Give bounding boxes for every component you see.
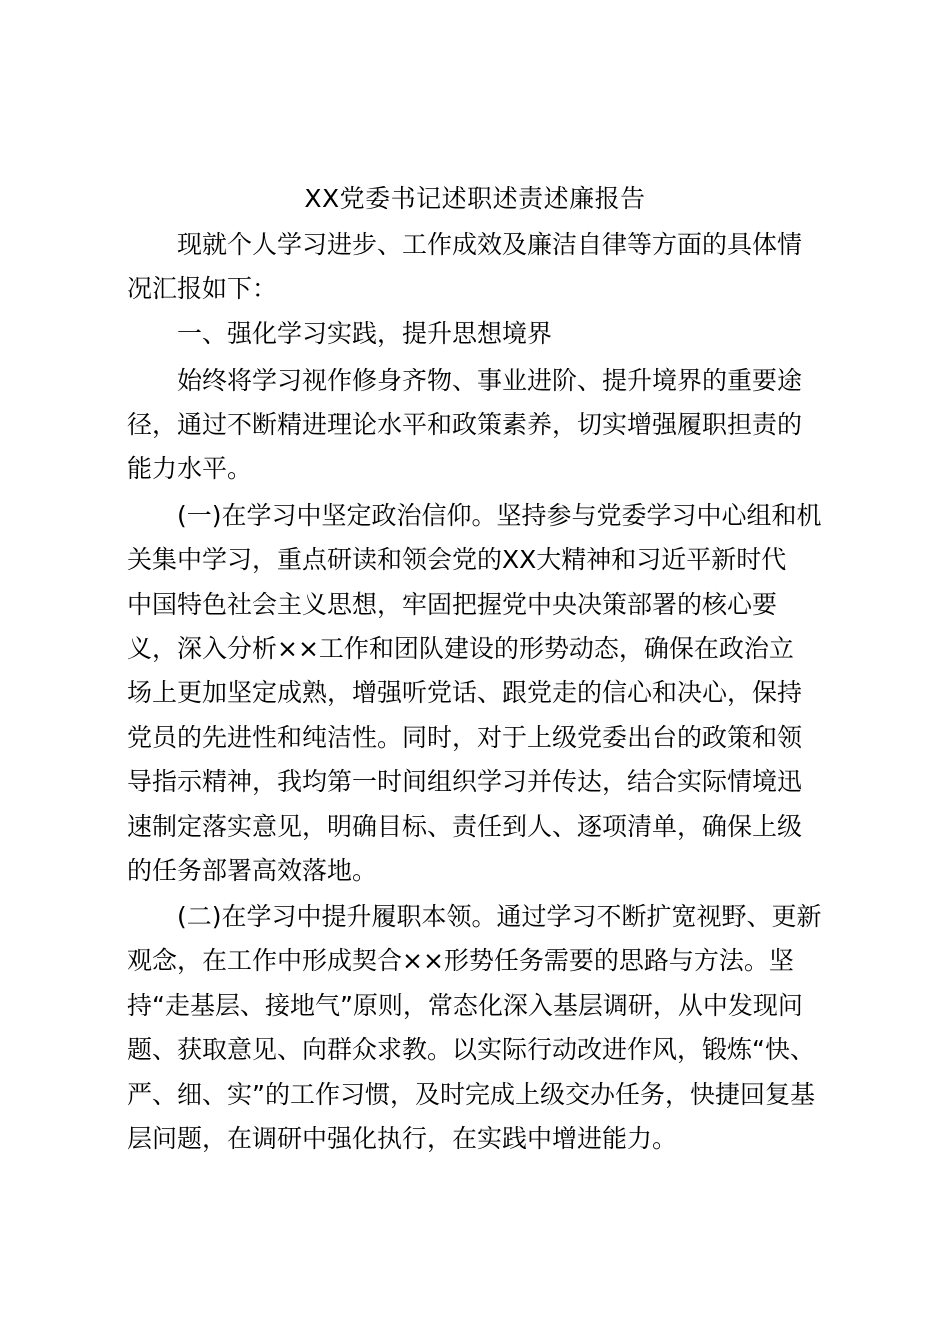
paragraph-line: 径，通过不断精进理论水平和政策素养，切实增强履职担责的 [127,410,803,439]
paragraph-line: 现就个人学习进步、工作成效及廉洁自律等方面的具体情 [177,230,803,259]
paragraph-line: 题、获取意见、向群众求教。以实际行动改进作风，锻炼“快、 [127,1035,815,1064]
paragraph-line: 场上更加坚定成熟，增强听党话、跟党走的信心和决心，保持 [127,678,803,707]
paragraph-line: 况汇报如下： [127,274,278,303]
paragraph-line: 的任务部署高效落地。 [127,856,378,885]
paragraph-line: 义，深入分析××工作和团队建设的形势动态，确保在政治立 [127,634,794,663]
paragraph-line: 关集中学习，重点研读和领会党的XX大精神和习近平新时代 [127,545,787,574]
paragraph-line: 速制定落实意见，明确目标、责任到人、逐项清单，确保上级 [127,812,803,841]
document-title: XX党委书记述职述责述廉报告 [304,184,646,213]
paragraph-line: 中国特色社会主义思想，牢固把握党中央决策部署的核心要 [127,590,778,619]
paragraph-line: (一)在学习中坚定政治信仰。坚持参与党委学习中心组和机 [177,501,822,530]
paragraph-line: 始终将学习视作修身齐物、事业进阶、提升境界的重要途 [177,366,803,395]
paragraph-line: 能力水平。 [127,454,253,483]
paragraph-line: 层问题，在调研中强化执行，在实践中增进能力。 [127,1124,678,1153]
paragraph-line: 导指示精神，我均第一时间组织学习并传达，结合实际情境迅 [127,767,803,796]
paragraph-line: (二)在学习中提升履职本领。通过学习不断扩宽视野、更新 [177,902,822,931]
paragraph-line: 持“走基层、接地气”原则，常态化深入基层调研，从中发现问 [127,991,803,1020]
paragraph-line: 观念，在工作中形成契合××形势任务需要的思路与方法。坚 [127,946,794,975]
section-heading: 一、强化学习实践，提升思想境界 [177,319,553,348]
paragraph-line: 党员的先进性和纯洁性。同时，对于上级党委出台的政策和领 [127,723,803,752]
paragraph-line: 严、细、实”的工作习惯，及时完成上级交办任务，快捷回复基 [127,1080,815,1109]
